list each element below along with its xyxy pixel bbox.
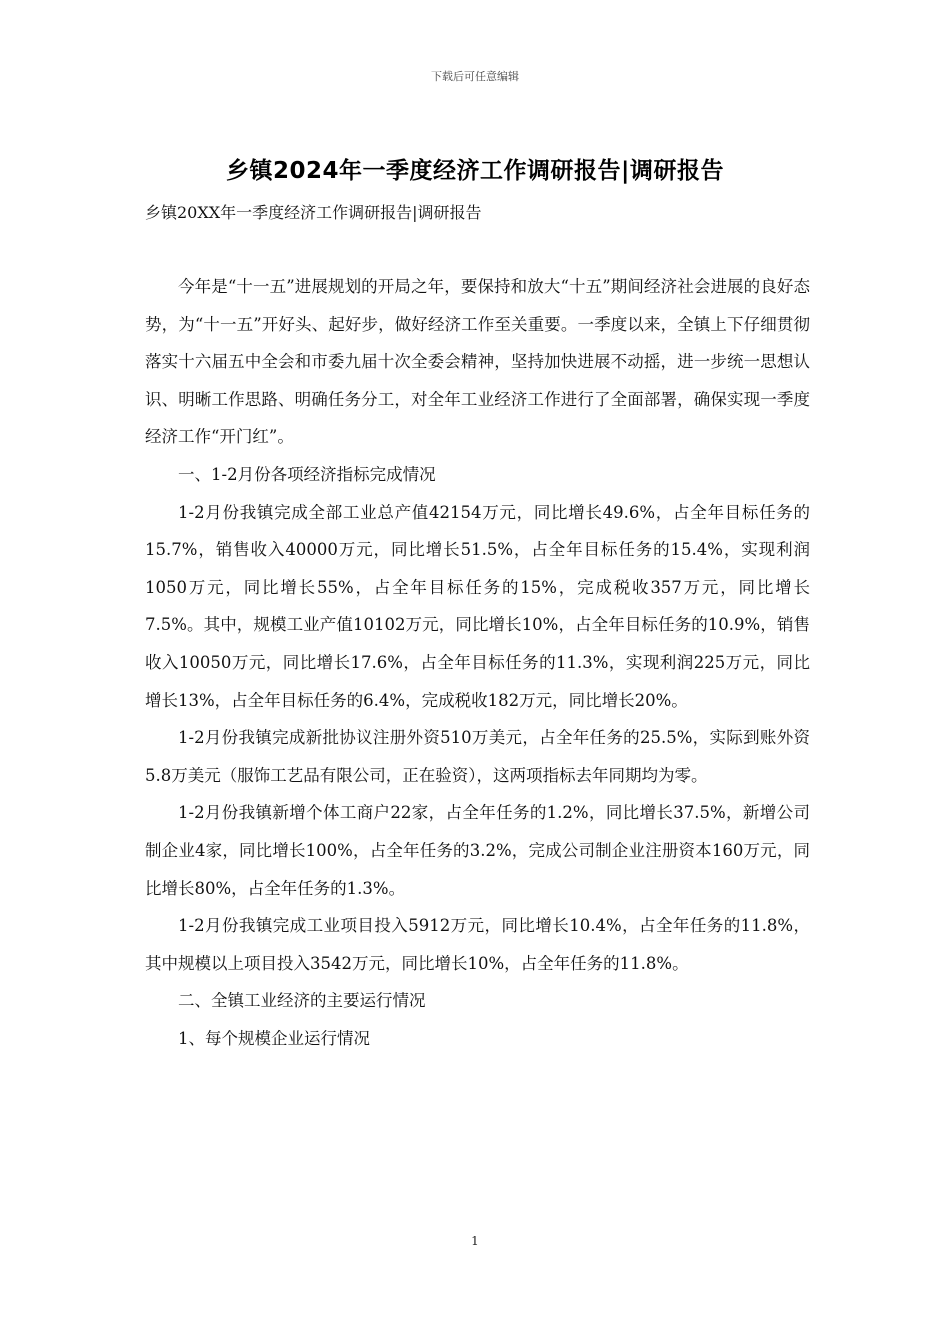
document-title: 乡镇2024年一季度经济工作调研报告|调研报告 [226,158,724,184]
body-paragraph: 1-2月份我镇完成新批协议注册外资510万美元，占全年任务的25.5%，实际到账外资5.8万美元（服饰工艺品有限公司，正在验资），这两项指标去年同期均为零。 [145,728,810,785]
body-paragraph: 1-2月份我镇完成工业项目投入5912万元，同比增长10.4%，占全年任务的11.8%，其中规模以上项目投入3542万元，同比增长10%，占全年任务的11.8%。 [145,916,810,973]
subsection-heading: 1、每个规模企业运行情况 [178,1028,370,1048]
body-paragraph: 1-2月份我镇新增个体工商户22家，占全年任务的1.2%，同比增长37.5%，新增公司制企业4家，同比增长100%，占全年任务的3.2%，完成公司制企业注册资本160万元，同比增长80%，占全年任务的1.3%。 [145,803,810,898]
section-heading-1: 一、1-2月份各项经济指标完成情况 [178,464,436,484]
header-note: 下载后可任意编辑 [431,70,519,83]
page-number: 1 [471,1234,479,1248]
body-paragraph: 1-2月份我镇完成全部工业总产值42154万元，同比增长49.6%，占全年目标任务的15.7%，销售收入40000万元，同比增长51.5%，占全年目标任务的15.4%，实现利润1050万元，同比增长55%，占全年目标任务的15%，完成税收357万元，同比增长7.5%。其中，规模工业产值10102万元，同比增长10%，占全年目标任务的10.9%，销售收入10050万元，同比增长17.6%，占全年目标任务的11.3%，实现利润225万元，同比增长13%，占全年目标任务的6.4%，完成税收182万元，同比增长20%。 [145,502,810,710]
document-body [145,268,810,1057]
section-heading-2: 二、全镇工业经济的主要运行情况 [178,991,426,1011]
document-subtitle: 乡镇20XX年一季度经济工作调研报告|调研报告 [145,203,482,222]
intro-paragraph: 今年是“十一五”进展规划的开局之年，要保持和放大“十五”期间经济社会进展的良好态势，为“十一五”开好头、起好步，做好经济工作至关重要。一季度以来，全镇上下仔细贯彻落实十六届五中全会和市委九届十次全委会精神，坚持加快进展不动摇，进一步统一思想认识、明晰工作思路、明确任务分工，对全年工业经济工作进行了全面部署，确保实现一季度经济工作“开门红”。 [145,277,810,447]
